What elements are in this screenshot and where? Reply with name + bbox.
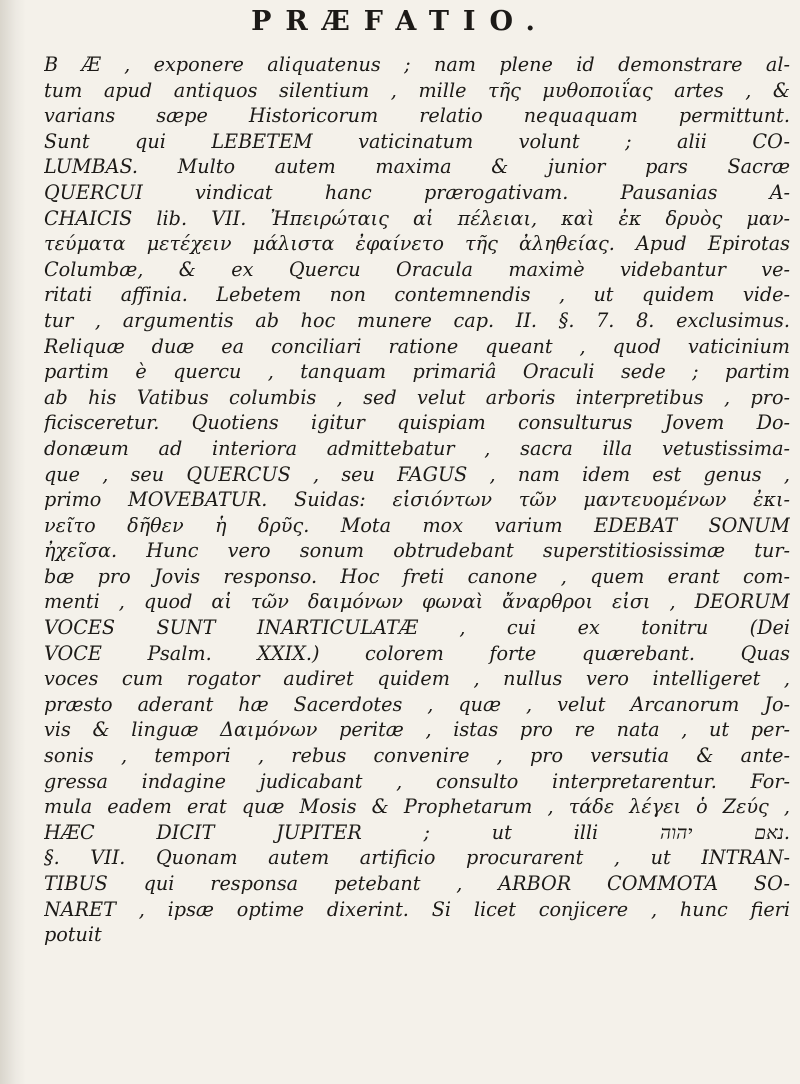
text-line: que , seu QUERCUS , seu FAGUS , nam idem est genus , xyxy=(44,462,790,486)
text-line: ritati affinia. Lebetem non contemnendis , ut quidem vide- xyxy=(44,283,790,307)
body-text xyxy=(44,52,790,948)
text-line: gressa indagine judicabant , consulto interpretarentur. For- xyxy=(44,769,790,793)
page-binding-shadow xyxy=(0,0,26,1084)
text-line: mula eadem erat quæ Mosis & Prophetarum , τάδε λέγει ὁ Ζεύς , xyxy=(44,795,790,819)
text-line: QUERCUI vindicat hanc prærogativam. Pausanias A- xyxy=(44,180,790,204)
text-line: tum apud antiquos silentium , mille τῆς μυθοποιΐας artes , & xyxy=(44,78,790,102)
text-line: Sunt qui LEBETEM vaticinatum volunt ; alii CO- xyxy=(44,129,790,153)
text-line: donæum ad interiora admittebatur , sacra illa vetustissima- xyxy=(44,436,790,460)
text-line: primo MOVEBATUR. Suidas: εἰσιόντων τῶν μαντευομένων ἐκι- xyxy=(44,488,790,512)
text-line: tur , argumentis ab hoc munere cap. II. §. 7. 8. exclusimus. xyxy=(44,308,790,332)
text-line: CHAICIS lib. VII. Ἠπειρώταις αἱ πέλειαι, καὶ ἐκ δρυὸς μαν- xyxy=(44,206,790,230)
catchword: potuit xyxy=(44,923,102,947)
text-line: Columbæ, & ex Quercu Oracula maximè videbantur ve- xyxy=(44,257,790,281)
text-line: ab his Vatibus columbis , sed velut arboris interpretibus , pro- xyxy=(44,385,790,409)
text-line: NARET , ipsæ optime dixerint. Si licet conjicere , hunc fieri xyxy=(44,897,790,921)
text-line: VOCES SUNT INARTICULATÆ , cui ex tonitru (Dei xyxy=(44,616,790,640)
text-line: voces cum rogator audiret quidem , nullus vero intelligeret , xyxy=(44,667,790,691)
text-line: ficisceretur. Quotiens igitur quispiam consulturus Jovem Do- xyxy=(44,411,790,435)
text-line: B Æ , exponere aliquatenus ; nam plene id demonstrare al- xyxy=(44,53,790,76)
text-line: ἠχεῖσα. Hunc vero sonum obtrudebant superstitiosissimæ tur- xyxy=(44,539,790,563)
text-line: partim è quercu , tanquam primariâ Oraculi sede ; partim xyxy=(44,360,790,384)
text-line: varians sæpe Historicorum relatio nequaquam permittunt. xyxy=(44,104,790,128)
text-line: TIBUS qui responsa petebant , ARBOR COMMOTA SO- xyxy=(44,872,790,895)
text-line: §. VII. Quonam autem artificio procurarent , ut INTRAN- xyxy=(44,846,790,870)
text-line: HÆC DICIT JUPITER ; ut illi נאם יהוה. xyxy=(44,820,790,844)
text-line: LUMBAS. Multo autem maxima & junior pars Sacræ xyxy=(44,155,790,179)
text-line: τεύματα μετέχειν μάλιστα ἐφαίνετο τῆς ἀληθείας. Apud Epirotas xyxy=(44,232,790,256)
text-line: menti , quod αἱ τῶν δαιμόνων φωναὶ ἄναρθροι εἰσι , DEORUM xyxy=(44,590,790,614)
text-line: sonis , tempori , rebus convenire , pro versutia & ante- xyxy=(44,744,790,768)
text-line: VOCE Psalm. XXIX.) colorem forte quærebant. Quas xyxy=(44,641,790,665)
text-line: vis & linguæ Δαιμόνων peritæ , istas pro re nata , ut per- xyxy=(44,718,790,742)
text-line: præsto aderant hæ Sacerdotes , quæ , velut Arcanorum Jo- xyxy=(44,692,790,716)
text-line: Reliquæ duæ ea conciliari ratione queant , quod vaticinium xyxy=(44,334,790,358)
running-head: PRÆFATIO. xyxy=(251,6,549,37)
text-line: νεῖτο δῆθεν ἡ δρῦς. Mota mox varium EDEBAT SONUM xyxy=(44,513,790,537)
text-line: bæ pro Jovis responso. Hoc freti canone , quem erant com- xyxy=(44,564,790,588)
